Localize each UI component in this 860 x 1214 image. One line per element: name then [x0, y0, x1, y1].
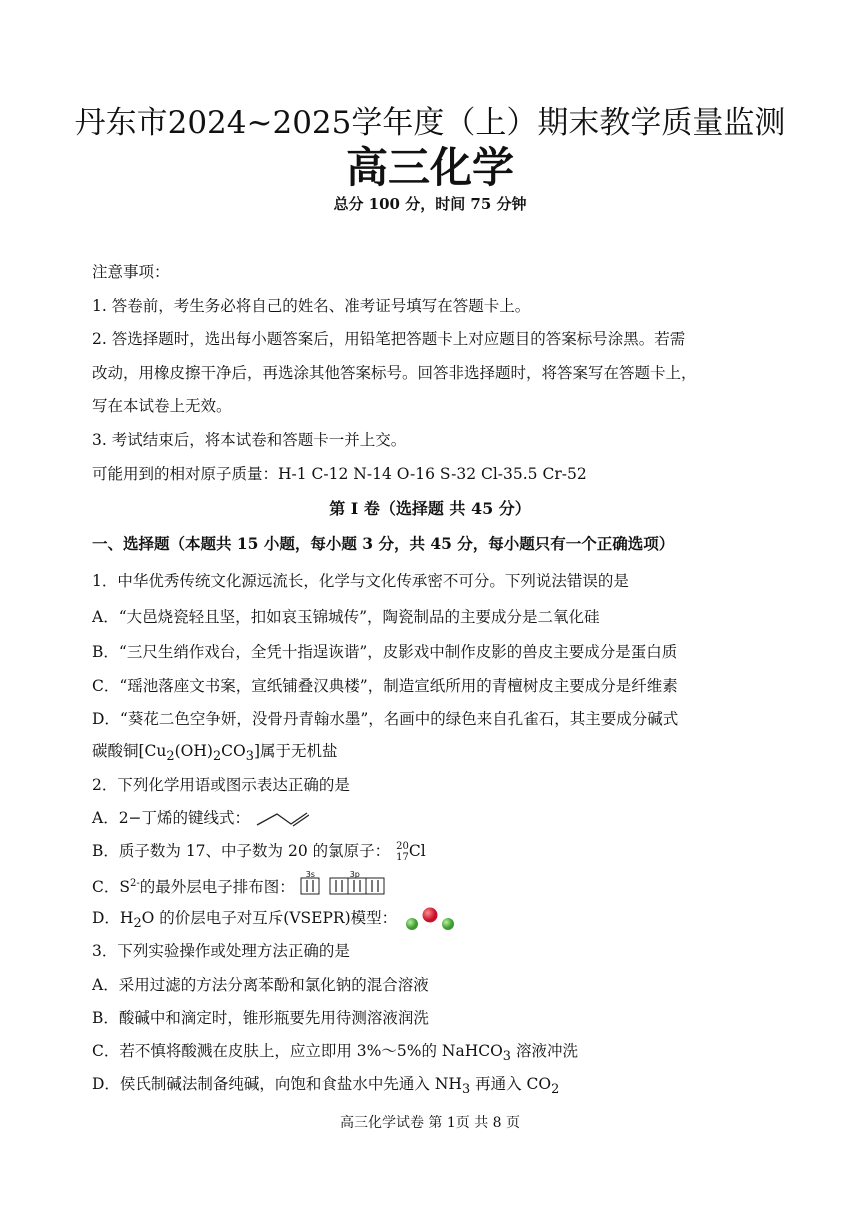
q3-stem: 3．下列实验操作或处理方法正确的是	[92, 942, 350, 960]
q1-option-a: A．“大邑烧瓷轻且坚，扣如哀玉锦城传”，陶瓷制品的主要成分是二氧化硅	[92, 608, 600, 626]
q1-option-c: C．“瑶池落座文书案，宣纸铺叠汉典楼”，制造宣纸所用的青檀树皮主要成分是纤维素	[92, 677, 678, 695]
notes-heading: 注意事项：	[92, 263, 170, 281]
q3-option-a: A．采用过滤的方法分离苯酚和氯化钠的混合溶液	[92, 976, 429, 994]
butene-skeletal-formula	[255, 810, 309, 828]
score-time: 总分 100 分，时间 75 分钟	[333, 195, 527, 213]
q3-option-b: B．酸碱中和滴定时，锥形瓶要先用待测溶液润洗	[92, 1009, 429, 1027]
isotope-notation: 20 17	[396, 841, 409, 863]
q2-option-d: D．$H_2O$ 的价层电子对互斥(VSEPR)模型：	[92, 907, 458, 934]
note-2-line3: 写在本试卷上无效。	[92, 397, 232, 415]
q3-option-d: D．侯氏制碱法制备纯碱，向饱和食盐水中先通入 $NH_3$ 再通入 $CO_2$	[92, 1075, 560, 1098]
q2-stem: 2．下列化学用语或图示表达正确的是	[92, 776, 350, 794]
exam-title: 丹东市2024~2025学年度（上）期末教学质量监测	[74, 105, 786, 141]
part-title: 一、选择题（本题共 15 小题，每小题 3 分，共 45 分，每小题只有一个正确选项）	[92, 534, 675, 553]
note-1: 1. 答卷前，考生务必将自己的姓名、准考证号填写在答题卡上。	[92, 297, 531, 315]
q1-stem: 1．中华优秀传统文化源远流长，化学与文化传承密不可分。下列说法错误的是	[92, 572, 629, 590]
q2-option-b: B．质子数为 17、中子数为 20 的氯原子： 20 17 Cl	[92, 841, 426, 863]
electron-orbital-diagram: 3s 3p	[300, 877, 394, 900]
q1-option-d-line2: 碳酸铜$[Cu_2(OH)_2CO_3]$属于无机盐	[92, 742, 338, 765]
section-title: 第 Ⅰ 卷（选择题 共 45 分）	[329, 499, 531, 518]
note-2-line2: 改动，用橡皮擦干净后，再选涂其他答案标号。回答非选择题时，将答案写在答题卡上，	[92, 364, 697, 382]
q2-option-c: C．$S^{2-}$的最外层电子排布图： 3s 3p	[92, 874, 394, 900]
subject-title: 高三化学	[345, 143, 514, 192]
q3-option-c: C．若不慎将酸溅在皮肤上，应立即用 3%～5%的 NaHCO$_3$ 溶液冲洗	[92, 1042, 578, 1065]
q1-option-b: B．“三尺生绡作戏台，全凭十指逞诙谐”，皮影戏中制作皮影的兽皮主要成分是蛋白质	[92, 643, 678, 661]
note-3: 3. 考试结束后，将本试卷和答题卡一并上交。	[92, 431, 407, 449]
note-2-line1: 2. 答选择题时，选出每小题答案后，用铅笔把答题卡上对应题目的答案标号涂黑。若需	[92, 330, 686, 348]
q1-option-d-line1: D．“葵花二色空争妍，没骨丹青翰水墨”，名画中的绿色来自孔雀石，其主要成分碱式	[92, 710, 679, 728]
page-footer: 高三化学试卷 第 1页 共 8 页	[339, 1115, 521, 1131]
water-molecule-model-icon	[402, 907, 458, 931]
q2-option-a: A．2−丁烯的键线式：	[92, 808, 309, 828]
atomic-masses: 可能用到的相对原子质量：H-1 C-12 N-14 O-16 S-32 Cl-35.5 Cr-52	[92, 465, 587, 483]
